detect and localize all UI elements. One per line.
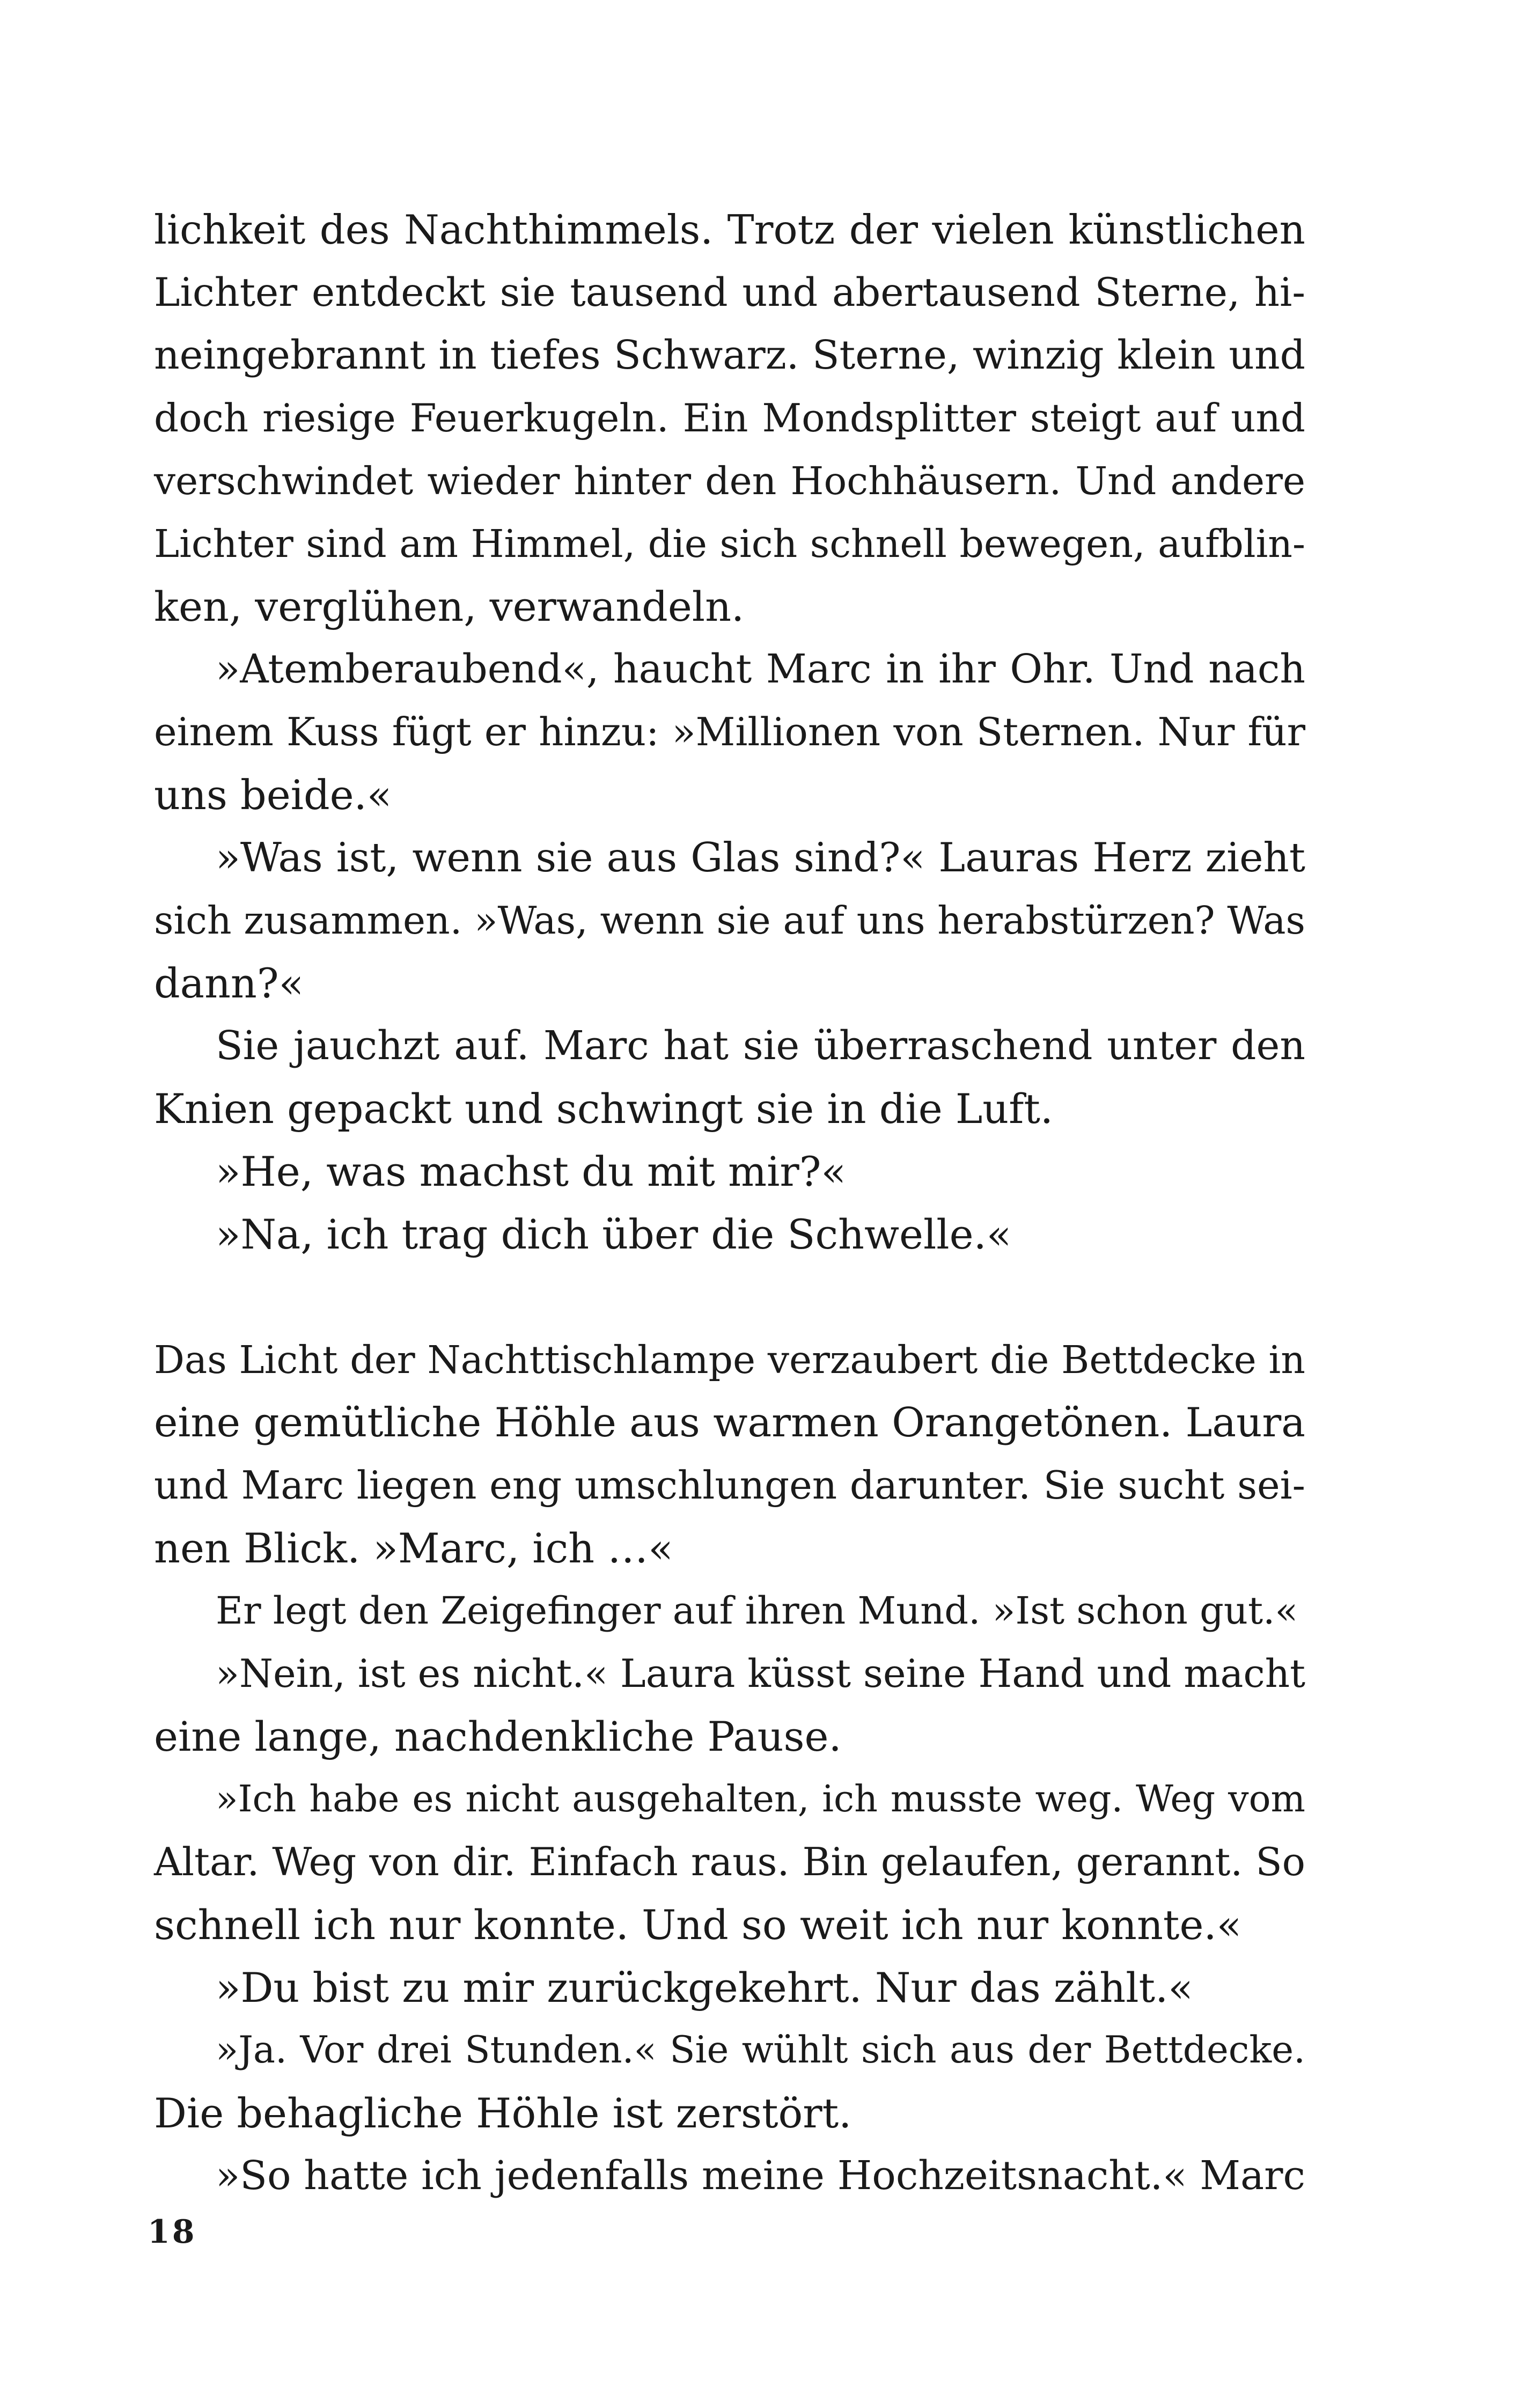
text-line: Altar. Weg von dir. Einfach raus. Bin gelaufen, gerannt. So <box>154 1839 1305 1884</box>
body-text <box>154 199 1305 2207</box>
text-line: »Du bist zu mir zurückgekehrt. Nur das zählt.« <box>216 1964 1193 2011</box>
text-line: Die behagliche Höhle ist zerstört. <box>154 2089 852 2137</box>
text-line: »He, was machst du mit mir?« <box>216 1148 846 1195</box>
text-line: »Ja. Vor drei Stunden.« Sie wühlt sich aus der Bettdecke. <box>216 2029 1305 2072</box>
text-line: »Atemberaubend«, haucht Marc in ihr Ohr. Und nach <box>216 646 1305 692</box>
text-line: doch riesige Feuerkugeln. Ein Mondsplitter steigt auf und <box>154 395 1305 441</box>
text-line: »So hatte ich jedenfalls meine Hochzeitsnacht.« Marc <box>216 2153 1305 2199</box>
text-line: Das Licht der Nachttischlampe verzaubert die Bettdecke in <box>154 1338 1305 1382</box>
text-line: Lichter sind am Himmel, die sich schnell bewegen, aufblin- <box>154 522 1305 566</box>
text-line: ken, verglühen, verwandeln. <box>154 583 745 630</box>
text-line: sich zusammen. »Was, wenn sie auf uns herabstürzen? Was <box>154 898 1305 943</box>
text-line: schnell ich nur konnte. Und so weit ich nur konnte.« <box>154 1901 1242 1949</box>
text-line: »Nein, ist es nicht.« Laura küsst seine Hand und macht <box>216 1651 1306 1696</box>
text-line: dann?« <box>154 959 304 1007</box>
section-break <box>154 1266 1305 1328</box>
text-line: lichkeit des Nachthimmels. Trotz der vielen künstlichen <box>154 206 1305 253</box>
text-line: Sie jauchzt auf. Marc hat sie überraschend unter den <box>216 1023 1305 1069</box>
text-line: Lichter entdeckt sie tausend und abertausend Sterne, hi- <box>154 270 1305 315</box>
text-line: neingebrannt in tiefes Schwarz. Sterne, winzig klein und <box>154 332 1305 378</box>
text-line: »Was ist, wenn sie aus Glas sind?« Lauras Herz zieht <box>216 834 1305 881</box>
text-line: nen Blick. »Marc, ich …« <box>154 1524 673 1572</box>
text-line: einem Kuss fügt er hinzu: »Millionen von Sternen. Nur für <box>154 709 1305 754</box>
text-line: »Ich habe es nicht ausgehalten, ich musste weg. Weg vom <box>216 1778 1305 1820</box>
text-line: Knien gepackt und schwingt sie in die Luft. <box>154 1085 1054 1133</box>
text-line: eine lange, nachdenkliche Pause. <box>154 1713 842 1760</box>
text-line: uns beide.« <box>154 771 392 819</box>
text-line: verschwindet wieder hinter den Hochhäusern. Und andere <box>154 459 1305 503</box>
text-line: eine gemütliche Höhle aus warmen Orangetönen. Laura <box>154 1399 1305 1446</box>
page-number: 18 <box>148 2213 197 2251</box>
text-line: und Marc liegen eng umschlungen darunter. Sie sucht sei- <box>154 1463 1305 1508</box>
text-line: Er legt den Zeigefinger auf ihren Mund. »Ist schon gut.« <box>216 1589 1298 1633</box>
text-line: »Na, ich trag dich über die Schwelle.« <box>216 1210 1012 1258</box>
